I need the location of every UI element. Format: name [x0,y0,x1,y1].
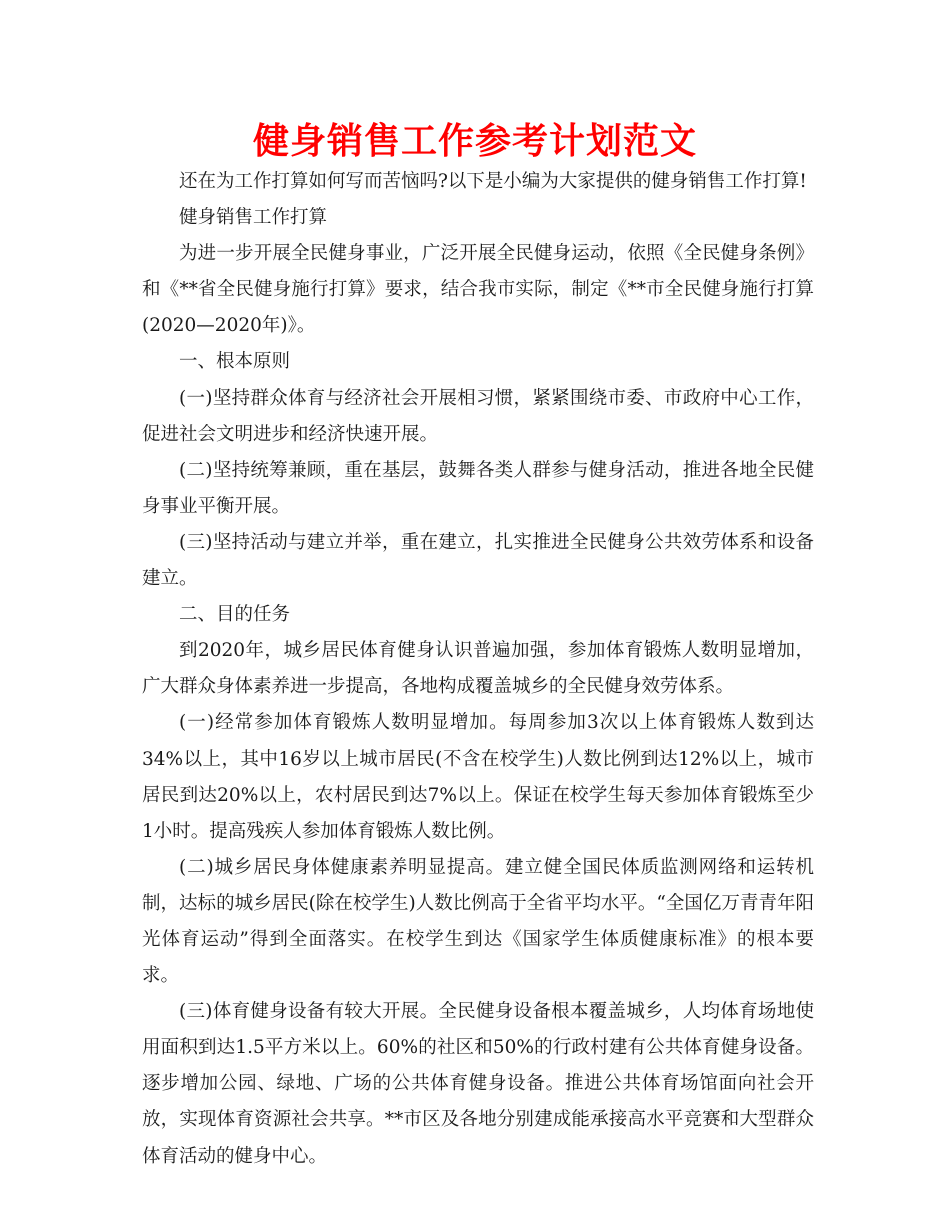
section-heading: 二、目的任务 [179,604,291,626]
body-paragraph: 为进一步开展全民健身事业，广泛开展全民健身运动，依照《全民健身条例》和《**省全民健身施行打算》要求，结合我市实际，制定《**市全民健身施行打算(2020—2020年)》。 [142,243,814,337]
body-paragraph: (一)坚持群众体育与经济社会开展相习惯，紧紧围绕市委、市政府中心工作，促进社会文明进步和经济快速开展。 [142,387,814,445]
document-title: 健身销售工作参考计划范文 [252,121,697,162]
body-paragraph: (二)城乡居民身体健康素养明显提高。建立健全国民体质监测网络和运转机制，达标的城乡居民(除在校学生)人数比例高于全省平均水平。“全国亿万青青年阳光体育运动”得到全面落实。在校学生到达《国家学生体质健康标准》的根本要求。 [142,856,814,987]
document-body [142,164,814,1175]
section-heading: 健身销售工作打算 [179,207,328,229]
body-paragraph: (三)坚持活动与建立并举，重在建立，扎实推进全民健身公共效劳体系和设备建立。 [142,531,814,590]
intro-paragraph: 还在为工作打算如何写而苦恼吗?以下是小编为大家提供的健身销售工作打算! [179,171,807,192]
body-paragraph: 到2020年，城乡居民体育健身认识普遍加强，参加体育锻炼人数明显增加，广大群众身体素养进一步提高，各地构成覆盖城乡的全民健身效劳体系。 [142,640,814,698]
body-paragraph: (三)体育健身设备有较大开展。全民健身设备根本覆盖城乡，人均体育场地使用面积到达1.5平方米以上。60%的社区和50%的行政村建有公共体育健身设备。逐步增加公园、绿地、广场的公共体育健身设备。推进公共体育场馆面向社会开放，实现体育资源社会共享。**市区及各地分别建成能承接高水平竞赛和大型群众体育活动的健身中心。 [142,1001,814,1167]
body-paragraph: (二)坚持统筹兼顾，重在基层，鼓舞各类人群参与健身活动，推进各地全民健身事业平衡开展。 [142,459,814,517]
section-heading: 一、根本原则 [179,351,291,373]
body-paragraph: (一)经常参加体育锻炼人数明显增加。每周参加3次以上体育锻炼人数到达34%以上，其中16岁以上城市居民(不含在校学生)人数比例到达12%以上，城市居民到达20%以上，农村居民到达7%以上。保证在校学生每天参加体育锻炼至少1小时。提高残疾人参加体育锻炼人数比例。 [142,712,814,842]
